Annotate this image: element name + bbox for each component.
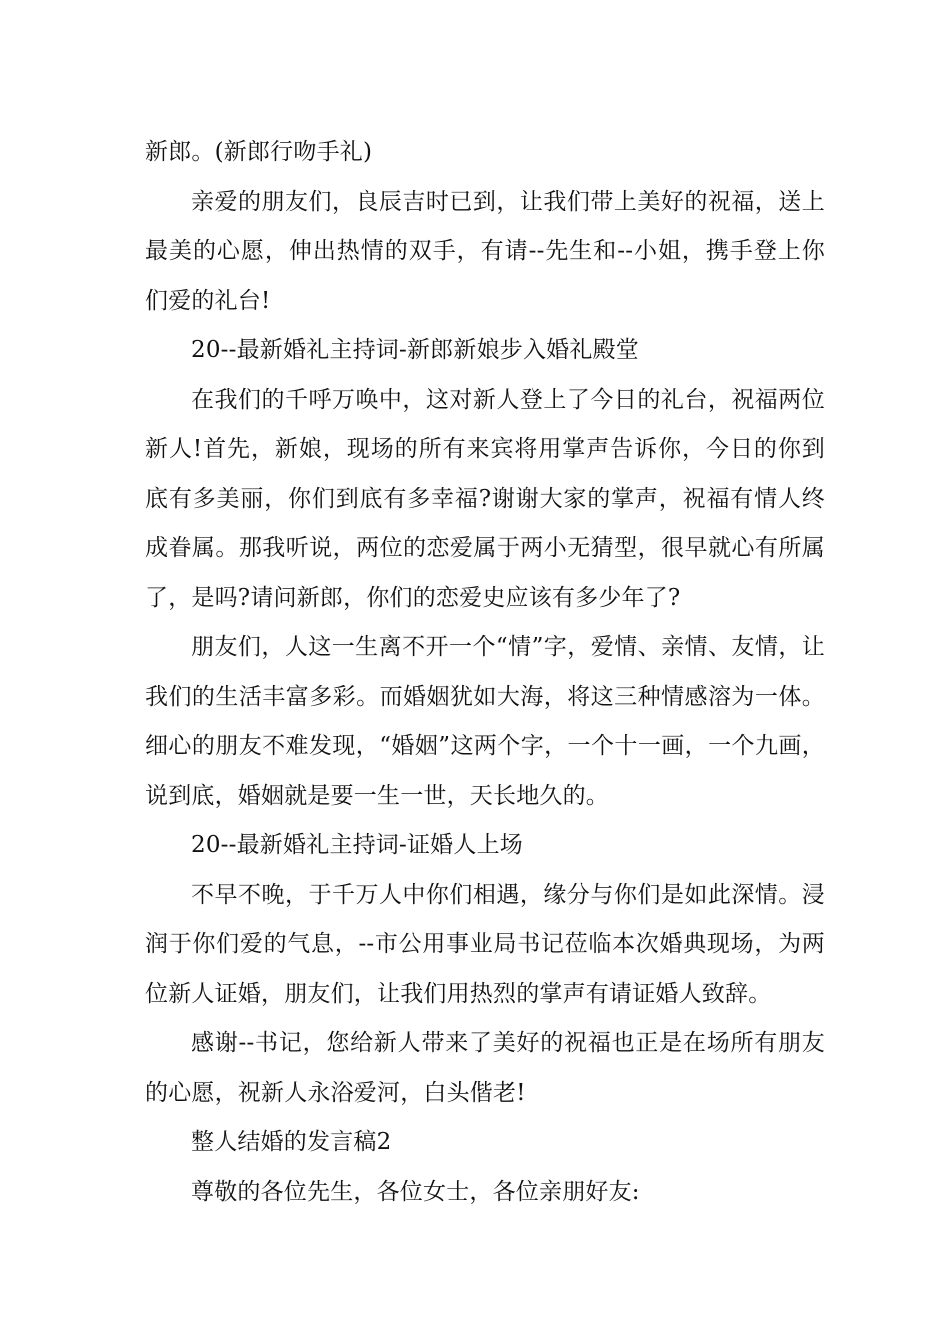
document-body — [145, 128, 825, 1217]
section-heading-speech-2: 整人结婚的发言稿2 — [191, 1129, 392, 1155]
paragraph-greeting: 尊敬的各位先生，各位女士，各位亲朋好友: — [191, 1178, 640, 1205]
paragraph-groom-kiss-hand: 新郎。(新郎行吻手礼) — [145, 139, 373, 165]
paragraph-thank-secretary: 感谢--书记，您给新人带来了美好的祝福也正是在场所有朋友的心愿，祝新人永浴爱河，白头偕老! — [145, 1030, 825, 1106]
paragraph-love-family-friendship: 朋友们，人这一生离不开一个“情”字，爱情、亲情、友情，让我们的生活丰富多彩。而婚姻犹如大海，将这三种情感溶为一体。细心的朋友不难发现，“婚姻”这两个字，一个十一画，一个九画，说到底，婚姻就是要一生一世，天长地久的。 — [145, 634, 825, 809]
paragraph-couple-on-stage: 在我们的千呼万唤中，这对新人登上了今日的礼台，祝福两位新人!首先，新娘，现场的所有来宾将用掌声告诉你，今日的你到底有多美丽，你们到底有多幸福?谢谢大家的掌声，祝福有情人终成眷属。那我听说，两位的恋爱属于两小无猜型，很早就心有所属了，是吗?请问新郎，你们的恋爱史应该有多少年了? — [145, 386, 825, 611]
section-heading-witness: 20--最新婚礼主持词-证婚人上场 — [191, 832, 523, 858]
paragraph-auspicious-time: 亲爱的朋友们，良辰吉时已到，让我们带上美好的祝福，送上最美的心愿，伸出热情的双手，有请--先生和--小姐，携手登上你们爱的礼台! — [145, 188, 825, 314]
section-heading-enter-hall: 20--最新婚礼主持词-新郎新娘步入婚礼殿堂 — [191, 337, 639, 363]
paragraph-witness-invite: 不早不晚，于千万人中你们相遇，缘分与你们是如此深情。浸润于你们爱的气息，--市公用事业局书记莅临本次婚典现场，为两位新人证婚，朋友们，让我们用热烈的掌声有请证婚人致辞。 — [145, 881, 825, 1007]
